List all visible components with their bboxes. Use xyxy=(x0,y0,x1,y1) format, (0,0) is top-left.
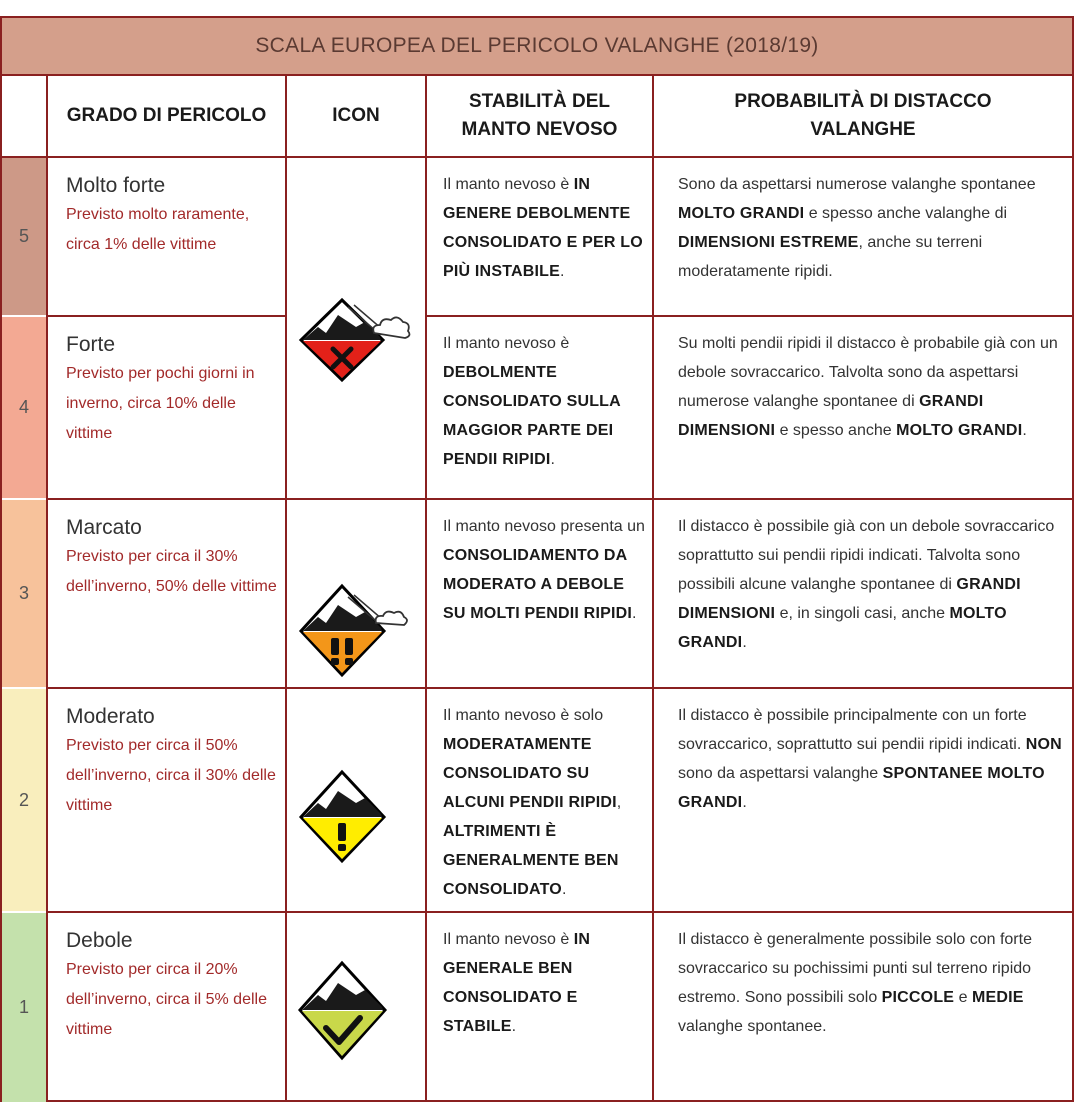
body-text: e spesso anche xyxy=(775,422,897,439)
avalanche-danger-3-icon xyxy=(298,583,420,679)
emphasis-text: GRANDI DIMENSIONI xyxy=(678,576,1021,622)
body-text: Su molti pendii ripidi il distacco è probabile già con un debole sovraccarico. Talvolta sono da aspettarsi numerose valanghe spontanee di xyxy=(678,335,1058,410)
emphasis-text: DIMENSIONI ESTREME xyxy=(678,234,859,251)
grade-name: Debole xyxy=(66,929,133,952)
header-grade: GRADO DI PERICOLO xyxy=(48,76,285,158)
emphasis-text: CONSOLIDAMENTO DA MODERATO A DEBOLE SU MOLTI PENDII RIPIDI xyxy=(443,547,633,622)
emphasis-text: GRANDI DIMENSIONI xyxy=(678,393,984,439)
grid-line xyxy=(285,76,287,1102)
emphasis-text: MOLTO GRANDI xyxy=(678,605,1007,651)
body-text: Il manto nevoso è xyxy=(443,335,570,352)
grade-cell-5 xyxy=(48,158,285,315)
body-text: , anche su terreni moderatamente ripidi. xyxy=(678,234,983,280)
probability-cell-4 xyxy=(654,317,1072,498)
danger-scale-table xyxy=(0,16,1074,1102)
emphasis-text: MOLTO GRANDI xyxy=(896,422,1023,439)
body-text: e spesso anche valanghe di xyxy=(804,205,1008,222)
probability-cell-3 xyxy=(654,500,1072,687)
body-text: Il manto nevoso è xyxy=(443,931,574,948)
level-number-3: 3 xyxy=(2,500,46,687)
grade-description: Previsto per circa il 30% dell’inverno, 50% delle vittime xyxy=(66,548,277,595)
probability-cell-2 xyxy=(654,689,1072,911)
body-text: . xyxy=(550,451,555,468)
header-icon: ICON xyxy=(287,76,425,158)
grade-name: Forte xyxy=(66,333,116,356)
grade-name: Molto forte xyxy=(66,174,166,197)
level-number-1: 1 xyxy=(2,913,46,1102)
body-text: valanghe spontanee. xyxy=(678,1018,827,1035)
emphasis-text: SPONTANEE MOLTO GRANDI xyxy=(678,765,1045,811)
emphasis-text: NON xyxy=(1025,736,1062,753)
level-number-2: 2 xyxy=(2,689,46,911)
body-text: Il manto nevoso è solo xyxy=(443,707,604,724)
grade-description: Previsto per circa il 20% dell’inverno, circa il 5% delle vittime xyxy=(66,961,267,1038)
probability-cell-5 xyxy=(654,158,1072,315)
level-number-5: 5 xyxy=(2,158,46,315)
grade-description: Previsto per pochi giorni in inverno, circa 10% delle vittime xyxy=(66,365,255,442)
body-text: . xyxy=(632,605,637,622)
body-text: . xyxy=(561,881,567,898)
stability-cell-3 xyxy=(427,500,652,687)
stability-cell-2 xyxy=(427,689,652,911)
stability-cell-5 xyxy=(427,158,652,315)
emphasis-text: MOLTO GRANDI xyxy=(678,205,805,222)
grade-cell-3 xyxy=(48,500,285,687)
grade-cell-2 xyxy=(48,689,285,911)
emphasis-text: MEDIE xyxy=(971,989,1024,1006)
table-title: SCALA EUROPEA DEL PERICOLO VALANGHE (2018/19) xyxy=(2,18,1072,76)
body-text: Sono da aspettarsi numerose valanghe spontanee xyxy=(678,176,1036,193)
emphasis-text: IN GENERALE BEN CONSOLIDATO E STABILE xyxy=(443,931,591,1035)
body-text: , xyxy=(616,794,622,811)
emphasis-text: IN GENERE DEBOLMENTE CONSOLIDATO E PER LO PIÙ INSTABILE xyxy=(443,176,643,280)
grade-description: Previsto molto raramente, circa 1% delle vittime xyxy=(66,206,250,253)
body-text: Il manto nevoso è xyxy=(443,176,574,193)
stability-cell-1 xyxy=(427,913,652,1102)
body-text: . xyxy=(742,794,747,811)
emphasis-text: DEBOLMENTE CONSOLIDATO SULLA MAGGIOR PARTE DEI PENDII RIPIDI xyxy=(443,364,621,468)
body-text: . xyxy=(559,263,565,280)
body-text: Il distacco è possibile principalmente con un forte sovraccarico, soprattutto sui pendii ripidi indicati. xyxy=(678,707,1027,753)
emphasis-text: PICCOLE xyxy=(881,989,955,1006)
header-probability: PROBABILITÀ DI DISTACCO VALANGHE xyxy=(654,76,1072,158)
emphasis-text: ALTRIMENTI È GENERALMENTE BEN CONSOLIDATO xyxy=(443,823,619,898)
body-text: sono da aspettarsi valanghe xyxy=(678,765,883,782)
emphasis-text: MODERATAMENTE CONSOLIDATO SU ALCUNI PENDII RIPIDI xyxy=(443,736,617,811)
grade-description: Previsto per circa il 50% dell’inverno, circa il 30% delle vittime xyxy=(66,737,276,814)
avalanche-danger-5-4-icon xyxy=(298,297,420,383)
level-number-4: 4 xyxy=(2,317,46,498)
body-text: Il distacco è generalmente possibile solo con forte sovraccarico su pochissimi punti sul terreno ripido estremo. Sono possibili solo xyxy=(678,931,1032,1006)
grade-name: Moderato xyxy=(66,705,155,728)
body-text: e xyxy=(954,989,972,1006)
body-text: . xyxy=(1022,422,1027,439)
avalanche-danger-1-icon xyxy=(298,960,390,1062)
header-empty-cell xyxy=(2,76,46,158)
stability-cell-4 xyxy=(427,317,652,498)
body-text: . xyxy=(511,1018,517,1035)
body-text: . xyxy=(742,634,747,651)
grade-cell-1 xyxy=(48,913,285,1102)
header-stability: STABILITÀ DEL MANTO NEVOSO xyxy=(427,76,652,158)
avalanche-danger-2-icon xyxy=(298,769,390,865)
grade-name: Marcato xyxy=(66,516,142,539)
body-text: Il manto nevoso presenta un xyxy=(443,518,645,535)
grade-cell-4 xyxy=(48,317,285,498)
body-text: Il distacco è possibile già con un debole sovraccarico soprattutto sui pendii ripidi indicati. Talvolta sono possibili alcune valanghe spontanee di xyxy=(678,518,1055,593)
probability-cell-1 xyxy=(654,913,1072,1102)
body-text: e, in singoli casi, anche xyxy=(775,605,950,622)
